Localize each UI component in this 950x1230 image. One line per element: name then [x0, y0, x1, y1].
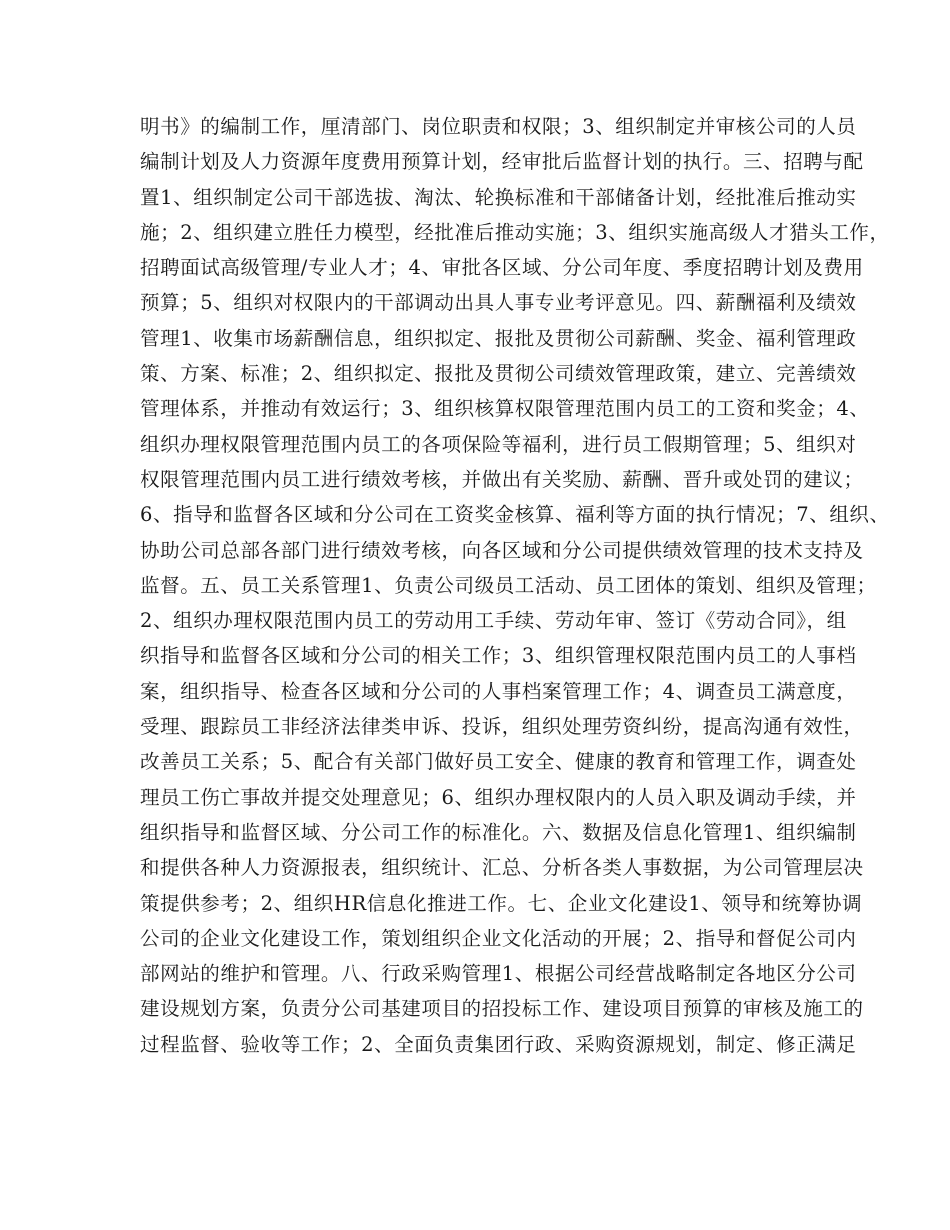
text-line: 监督。五、员工关系管理1、负责公司级员工活动、员工团体的策划、组织及管理； [140, 573, 877, 597]
text-line: 招聘面试高级管理/专业人才；4、审批各区域、分公司年度、季度招聘计划及费用 [140, 256, 864, 280]
text-line: 织指导和监督各区域和分公司的相关工作；3、组织管理权限范围内员工的人事档 [140, 644, 857, 668]
text-line: 和提供各种人力资源报表，组织统计、汇总、分析各类人事数据，为公司管理层决 [140, 856, 864, 880]
text-line: 策提供参考；2、组织HR信息化推进工作。七、企业文化建设1、领导和统筹协调 [140, 891, 863, 915]
text-line: 部网站的维护和管理。八、行政采购管理1、根据公司经营战略制定各地区分公司 [140, 962, 857, 986]
text-line: 过程监督、验收等工作；2、全面负责集团行政、采购资源规划，制定、修正满足 [140, 1032, 857, 1056]
text-line: 协助公司总部各部门进行绩效考核，向各区域和分公司提供绩效管理的技术支持及 [140, 538, 864, 562]
text-line: 6、指导和监督各区域和分公司在工资奖金核算、福利等方面的执行情况；7、组织、 [140, 503, 890, 527]
text-line: 理员工伤亡事故并提交处理意见；6、组织办理权限内的人员入职及调动手续，并 [140, 785, 857, 809]
text-line: 施；2、组织建立胜任力模型，经批准后推动实施；3、组织实施高级人才猎头工作， [140, 220, 890, 244]
text-line: 案，组织指导、检查各区域和分公司的人事档案管理工作；4、调查员工满意度， [140, 679, 857, 703]
text-line: 组织办理权限管理范围内员工的各项保险等福利，进行员工假期管理；5、组织对 [140, 432, 857, 456]
text-line: 管理体系，并推动有效运行；3、组织核算权限管理范围内员工的工资和奖金；4、 [140, 397, 870, 421]
text-line: 策、方案、标准；2、组织拟定、报批及贯彻公司绩效管理政策，建立、完善绩效 [140, 362, 857, 386]
text-line: 2、组织办理权限范围内员工的劳动用工手续、劳动年审、签订《劳动合同》，组 [140, 609, 847, 633]
text-line: 管理1、收集市场薪酬信息，组织拟定、报批及贯彻公司薪酬、奖金、福利管理政 [140, 326, 857, 350]
text-line: 预算；5、组织对权限内的干部调动出具人事专业考评意见。四、薪酬福利及绩效 [140, 291, 857, 315]
text-line: 组织指导和监督区域、分公司工作的标准化。六、数据及信息化管理1、组织编制 [140, 820, 857, 844]
text-line: 改善员工关系；5、配合有关部门做好员工安全、健康的教育和管理工作，调查处 [140, 750, 857, 774]
body-text [140, 109, 890, 1062]
text-line: 建设规划方案，负责分公司基建项目的招投标工作、建设项目预算的审核及施工的 [140, 997, 864, 1021]
text-line: 置1、组织制定公司干部选拔、淘汰、轮换标准和干部储备计划，经批准后推动实 [140, 185, 857, 209]
text-line: 编制计划及人力资源年度费用预算计划，经审批后监督计划的执行。三、招聘与配 [140, 150, 864, 174]
text-line: 公司的企业文化建设工作，策划组织企业文化活动的开展；2、指导和督促公司内 [140, 926, 857, 950]
text-line: 受理、跟踪员工非经济法律类申诉、投诉，组织处理劳资纠纷，提高沟通有效性， [140, 715, 864, 739]
text-line: 明书》的编制工作，厘清部门、岗位职责和权限；3、组织制定并审核公司的人员 [140, 115, 857, 138]
text-line: 权限管理范围内员工进行绩效考核，并做出有关奖励、薪酬、晋升或处罚的建议； [140, 467, 864, 491]
